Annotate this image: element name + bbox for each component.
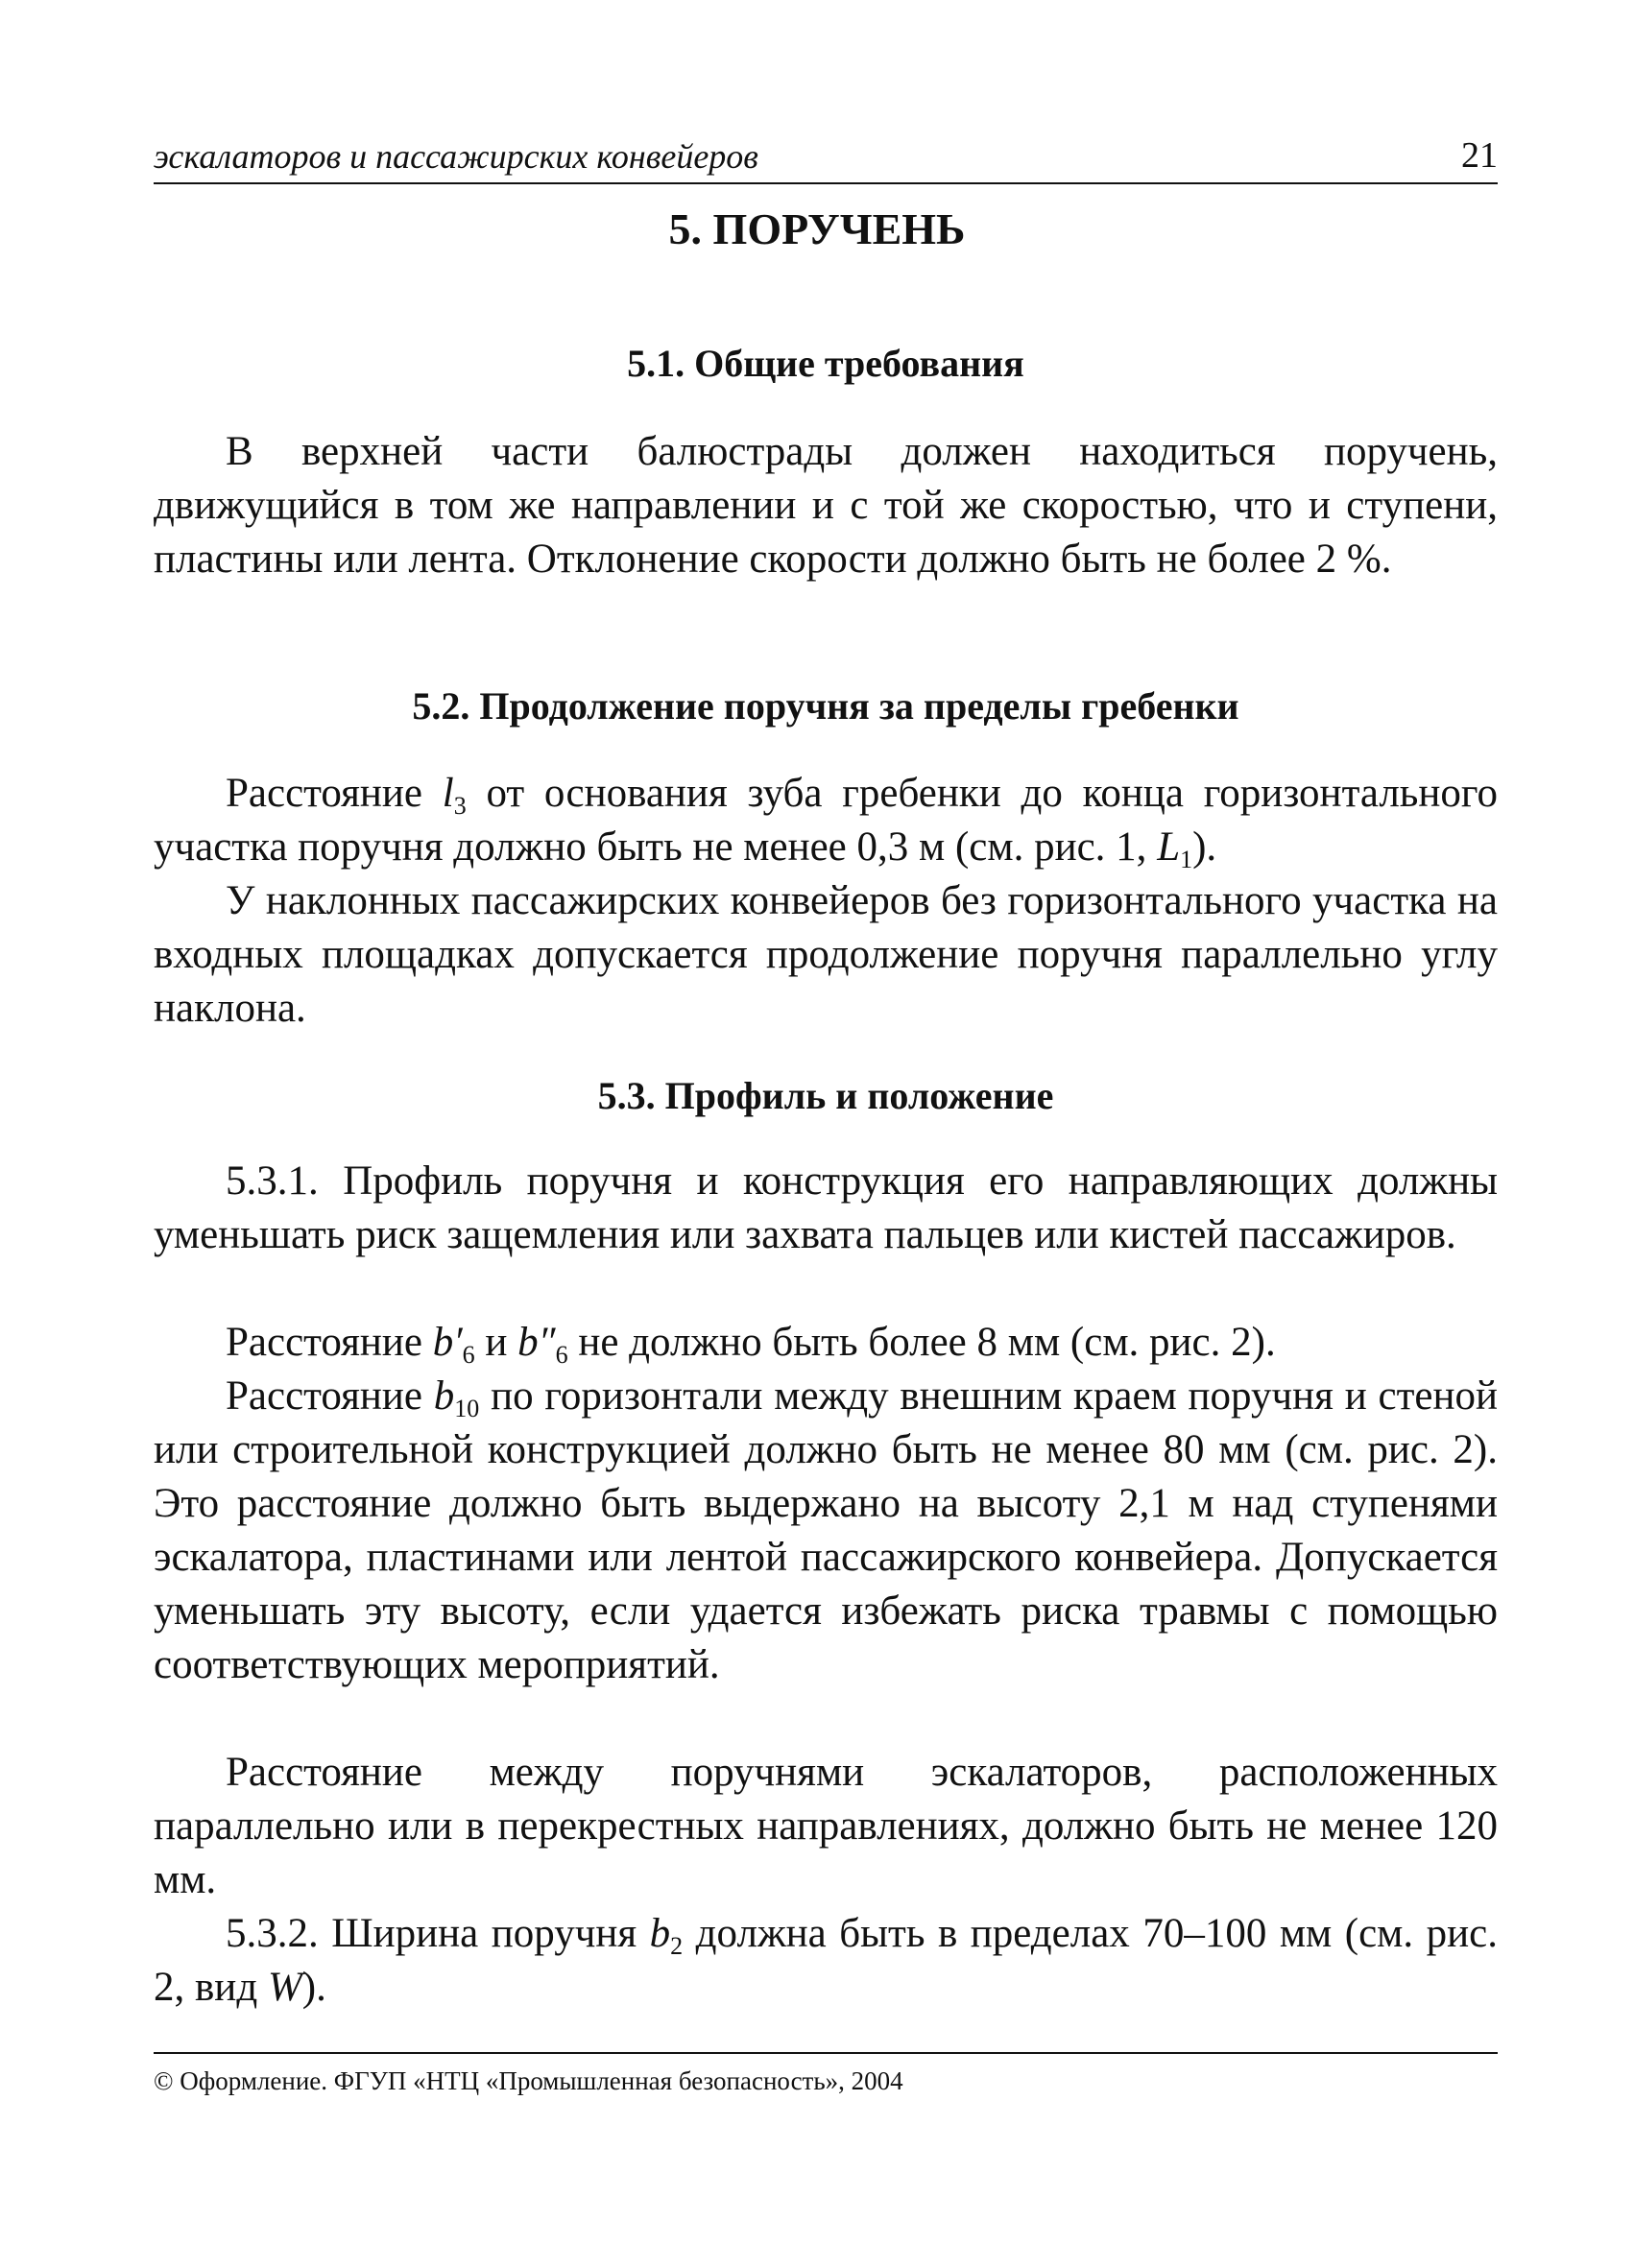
paragraph-5-2-1: Расстояние $l_3$ от основания зуба гребенки до конца горизонтального участка поручня должно быть не менее 0,3 м (см. рис. 1, $L_1$). <box>154 771 1498 873</box>
paragraph-5-2-2: У наклонных пассажирских конвейеров без горизонтального участка на входных площадках допускается продолжение поручня параллельно углу наклона. <box>154 878 1498 1031</box>
subsection-5-3-title: 5.3. Профиль и положение <box>597 1074 1054 1117</box>
paragraph-5-3-1-b10: Расстояние $b_{10}$ по горизонтали между внешним краем поручня и стеной или строительной конструкцией должно быть не менее 80 мм (см. рис. 2). Это расстояние должно быть выдержано на высоту 2,1 м над ступенями эскалатора, пластинами или лентой пассажирского конвейера. Допускается уменьшать эту высоту, если удается избежать риска травмы с помощью соответствующих мероприятий. <box>154 1373 1498 1687</box>
subsection-5-1-title: 5.1. Общие требования <box>627 342 1024 385</box>
paragraph-5-3-1-distance: Расстояние между поручнями эскалаторов, расположенных параллельно или в перекрестных направлениях, должно быть не менее 120 мм. <box>154 1750 1498 1902</box>
symbol-L1: L <box>1157 824 1181 870</box>
footer-copyright: © Оформление. ФГУП «НТЦ «Промышленная безопасность», 2004 <box>154 2066 903 2095</box>
symbol-W: W <box>267 1965 302 2010</box>
symbol-b10: b <box>433 1373 455 1419</box>
paragraph-5-1: В верхней части балюстрады должен находиться поручень, движущийся в том же направлении и с той же скоростью, что и ступени, пластины или лента. Отклонение скорости должно быть не более 2 %. <box>154 429 1498 582</box>
symbol-b6-prime: b′ <box>432 1320 463 1365</box>
subsection-5-2-title: 5.2. Продолжение поручня за пределы гребенки <box>412 684 1239 728</box>
symbol-l3: l <box>442 771 454 816</box>
symbol-b6-double-prime: b″ <box>517 1320 556 1365</box>
paragraph-5-3-1-b6: Расстояние $b'_6$ и $b''_6$ не должно быть более 8 мм (см. рис. 2). <box>226 1320 1276 1369</box>
page-number: 21 <box>1461 135 1498 176</box>
section-title: 5. ПОРУЧЕНЬ <box>668 204 966 253</box>
running-header <box>154 132 1498 184</box>
symbol-b2: b <box>649 1911 671 1956</box>
paragraph-5-3-1: 5.3.1. Профиль поручня и конструкция его направляющих должны уменьшать риск защемления или захвата пальцев или кистей пассажиров. <box>154 1158 1498 1257</box>
footer-rule <box>154 2052 1498 2054</box>
running-title: эскалаторов и пассажирских конвейеров <box>154 137 758 176</box>
paragraph-5-3-2: 5.3.2. Ширина поручня $b_2$ должна быть в пределах 70–100 мм (см. рис. 2, вид W). <box>154 1911 1498 2010</box>
